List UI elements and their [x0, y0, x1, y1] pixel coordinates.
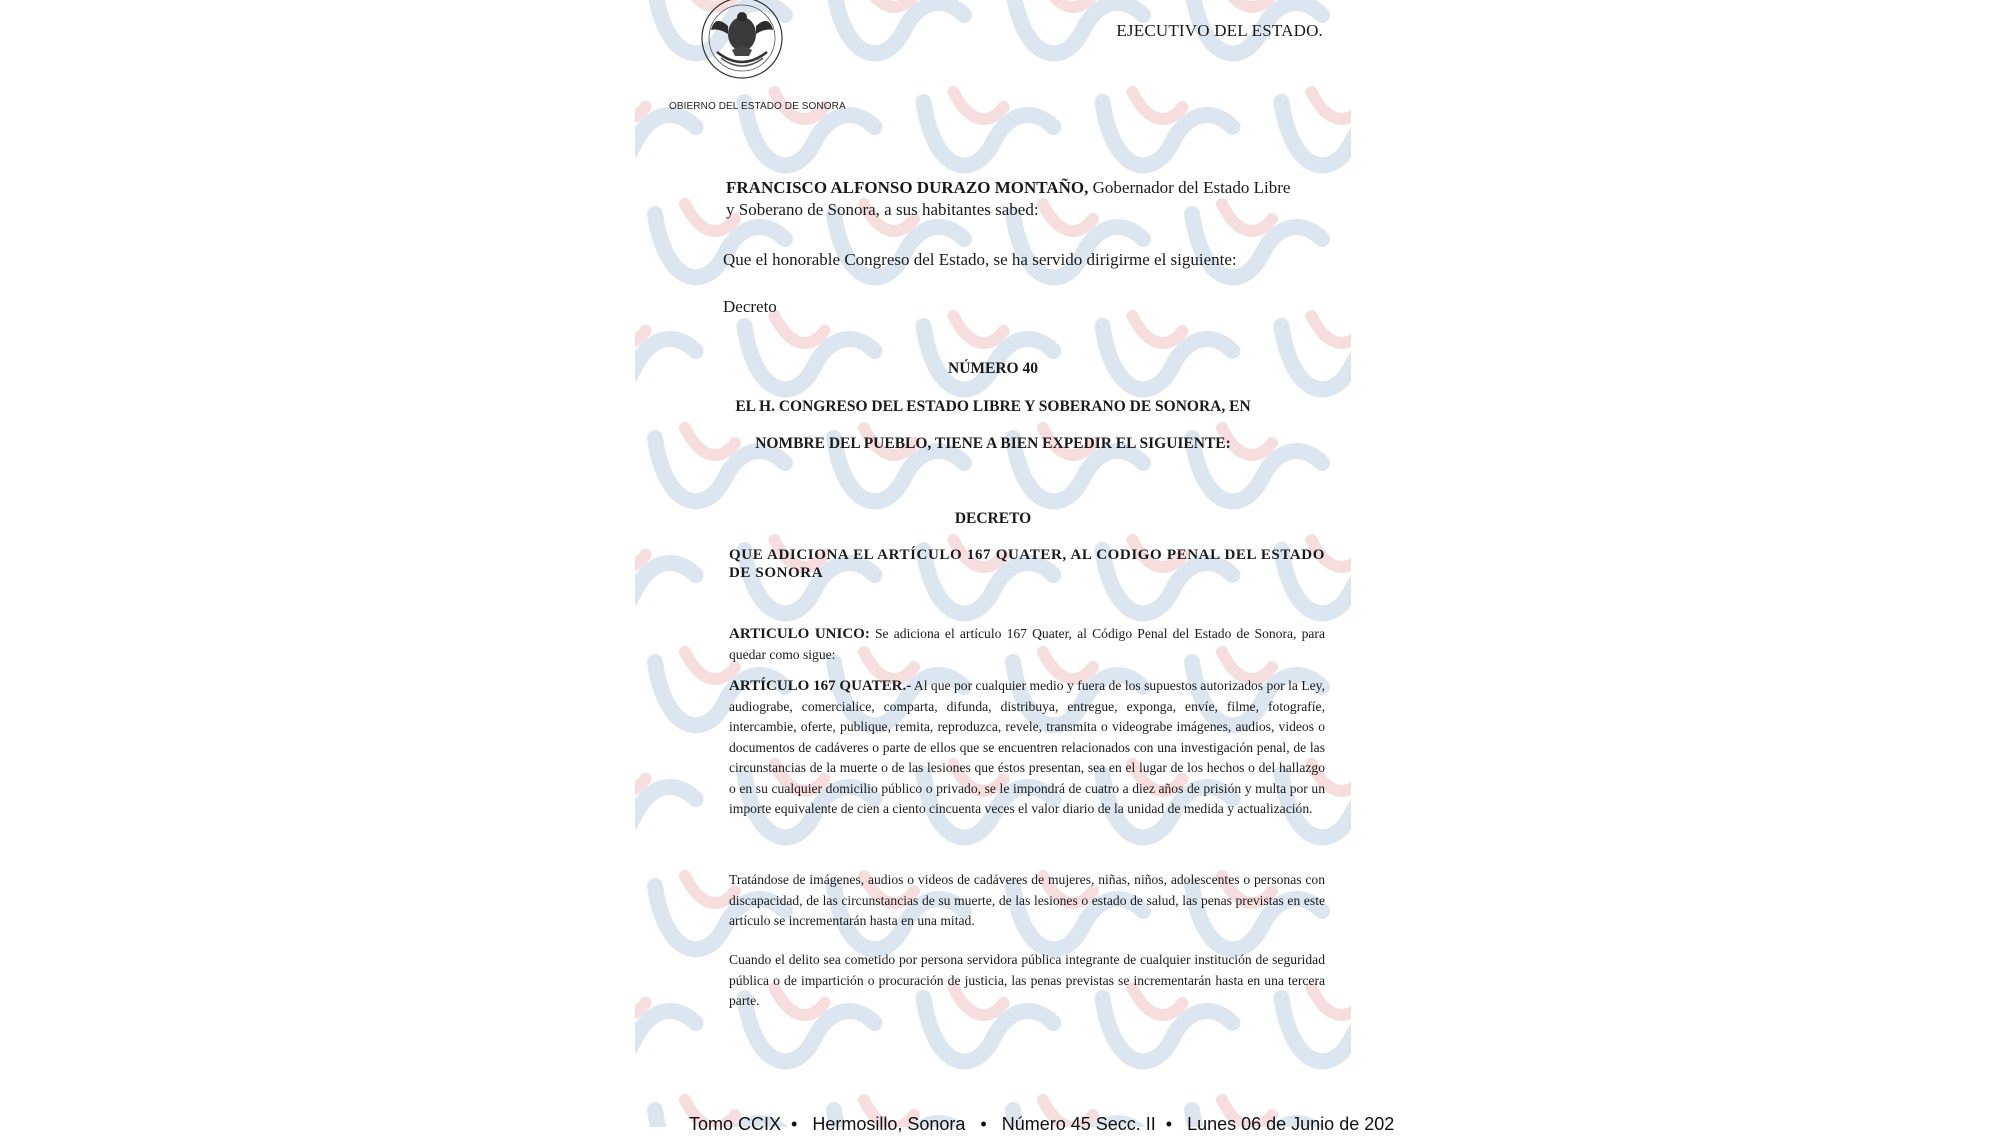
watermark-motif: [924, 92, 1054, 165]
decree-number: NÚMERO 40: [948, 360, 1038, 377]
decree-heading-line2: NOMBRE DEL PUEBLO, TIENE A BIEN EXPEDIR EL SIGUIENTE:: [755, 435, 1231, 452]
articulo-unico-label: ARTICULO UNICO:: [729, 626, 870, 642]
quater-label: ARTÍCULO 167 QUATER.-: [729, 678, 912, 694]
decree-subject: QUE ADICIONA EL ARTÍCULO 167 QUATER, AL CODIGO PENAL DEL ESTADO DE SONORA: [729, 547, 1325, 581]
governor-name: FRANCISCO ALFONSO DURAZO MONTAÑO,: [726, 178, 1089, 197]
decreto-label: Decreto: [723, 297, 777, 316]
decree-heading-line1: EL H. CONGRESO DEL ESTADO LIBRE Y SOBERANO DE SONORA, EN: [735, 398, 1251, 415]
articulo-unico-text: Se adiciona el artículo 167 Quater, al Código Penal del Estado de Sonora, para quedar como sigue:: [729, 626, 1325, 662]
governor-line2: y Soberano de Sonora, a sus habitantes sabed:: [726, 200, 1039, 219]
quater-text: Al que por cualquier medio y fuera de los supuestos autorizados por la Ley, audiograbe, comercialice, comparta, difunda, distribuya, entregue, exponga, envíe, filme, fotografíe, intercambie, oferte, publique, remita, reproduzca, revele, transmita o videograbe imágenes, audios, videos o documentos de cadáveres o parte de ellos que se encuentren relacionados con una investigación penal, de las circunstancias de la muerte o de las lesiones que éstos presentan, sea en el lugar de los hechos o del hallazgo o en su cualquier domicilio público o privado, se le impondrá de cuatro a diez años de prisión y multa por un importe equivalente de cien a ciento cincuenta veces el valor diario de la unidad de medida y actualización.: [729, 678, 1325, 816]
executive-label: EJECUTIVO DEL ESTADO.: [1116, 21, 1323, 40]
footer-text: Tomo CCIX • Hermosillo, Sonora • Número 45 Secc. II • Lunes 06 de Junio de 202: [689, 1114, 1395, 1134]
government-name: OBIERNO DEL ESTADO DE SONORA: [669, 101, 846, 112]
articulo-unico: [729, 624, 1325, 665]
watermark-motif: [834, 0, 964, 53]
governor-paragraph: [726, 177, 1296, 221]
watermark-motif: [1282, 92, 1352, 165]
watermark-motif: [635, 540, 696, 613]
decree-title: DECRETO: [954, 510, 1032, 527]
watermark-motif: [635, 764, 696, 837]
watermark-motif: [635, 988, 696, 1061]
national-seal-icon: [687, 0, 797, 92]
congress-line: Que el honorable Congreso del Estado, se ha servido dirigirme el siguiente:: [723, 250, 1237, 269]
paragraph-3: Cuando el delito sea cometido por persona servidora pública integrante de cualquier institución de seguridad pública o de impartición o procuración de justicia, las penas previstas se incrementarán hasta en una tercera parte.: [729, 952, 1325, 1008]
articulo-167-quater: [729, 676, 1325, 820]
footer: [0, 1114, 2002, 1138]
paragraph-2: Tratándose de imágenes, audios o videos de cadáveres de mujeres, niñas, niños, adolescentes o personas con discapacidad, de las circunstancias de su muerte, de las lesiones o estado de salud, las penas previstas en este artículo se incrementarán hasta en una mitad.: [729, 872, 1325, 928]
governor-title: Gobernador del Estado Libre: [1088, 178, 1291, 197]
document-page: [635, 0, 1351, 1127]
watermark-motif: [1103, 92, 1233, 165]
